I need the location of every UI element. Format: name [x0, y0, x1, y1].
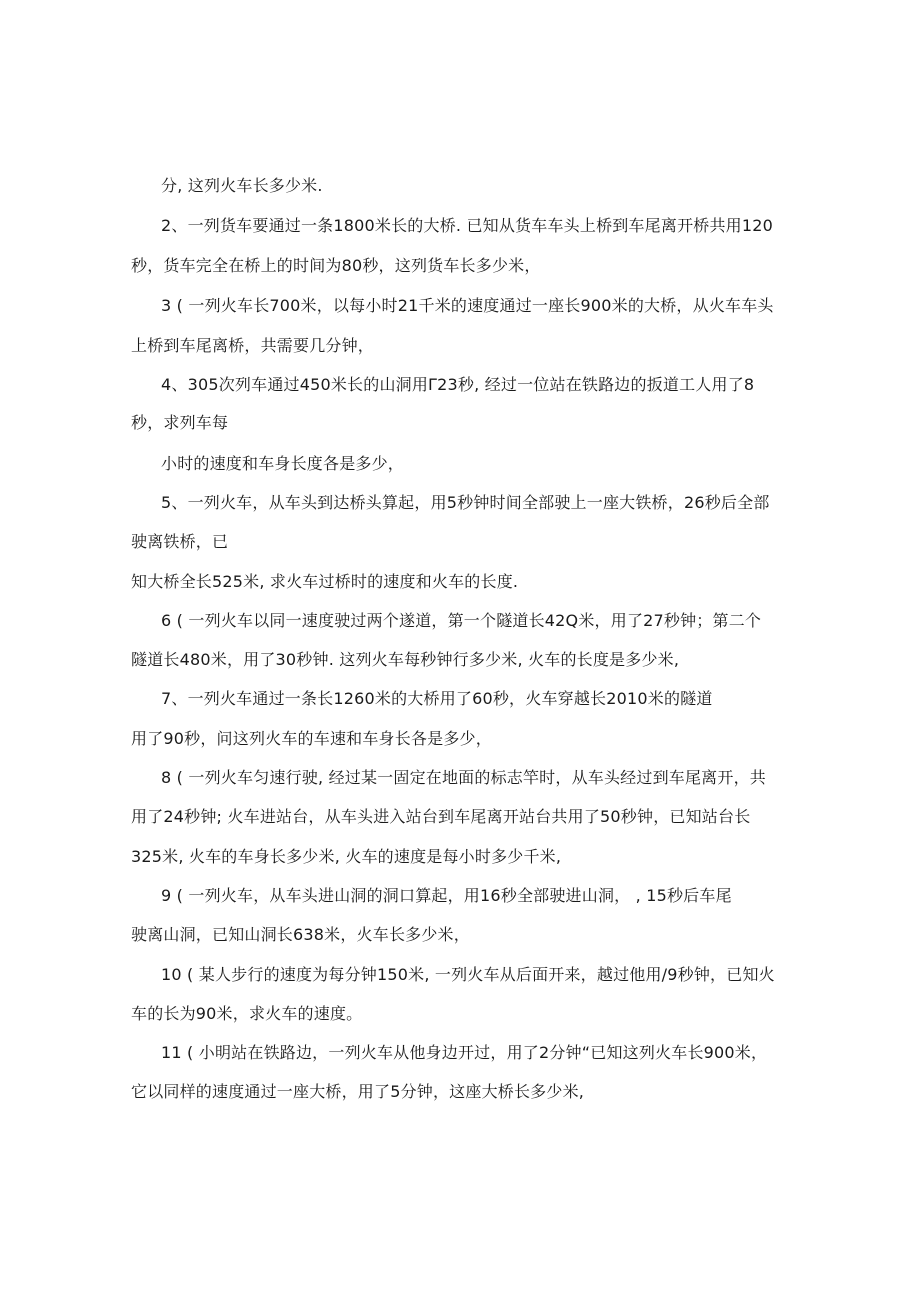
text-line-2: 2、一列货车要通过一条1800米长的大桥. 已知从货车车头上桥到车尾离开桥共用120 [161, 216, 774, 235]
text-line-5: 上桥到车尾离桥，共需要几分钟， [131, 336, 375, 355]
text-line-23: 11 ( 小明站在铁路边，一列火车从他身边开过，用了2分钟“已知这列火车长900米， [161, 1043, 768, 1062]
text-line-19: 9 ( 一列火车，从车头进山洞的洞口算起，用16秒全部驶进山洞， , 15秒后车尾 [161, 886, 732, 905]
text-line-13: 隧道长480米，用了30秒钟. 这列火车每秒钟行多少米, 火车的长度是多少米, [131, 650, 680, 669]
text-line-8: 小时的速度和车身长度各是多少， [161, 454, 405, 473]
text-line-10: 驶离铁桥，已 [131, 532, 229, 551]
text-line-11: 知大桥全长525米, 求火车过桥时的速度和火车的长度. [131, 572, 519, 591]
text-line-17: 用了24秒钟; 火车进站台，从车头进入站台到车尾离开站台共用了50秒钟，已知站台长 [131, 807, 751, 826]
text-line-12: 6 ( 一列火车以同一速度驶过两个遂道，第一个隧道长42Q米，用了27秒钟；第二个 [161, 611, 762, 630]
text-line-21: 10 ( 某人步行的速度为每分钟150米, 一列火车从后面开来，越过他用/9秒钟，已知火 [161, 965, 775, 984]
text-line-14: 7、一列火车通过一条长1260米的大桥用了60秒，火车穿越长2010米的隧道 [161, 689, 713, 708]
text-line-7: 秒，求列车每 [131, 413, 229, 432]
text-line-24: 它以同样的速度通过一座大桥，用了5分钟，这座大桥长多少米, [131, 1082, 585, 1101]
text-line-18: 325米, 火车的车身长多少米, 火车的速度是每小时多少千米, [131, 847, 562, 866]
text-line-9: 5、一列火车，从车头到达桥头算起，用5秒钟时间全部驶上一座大铁桥，26秒后全部 [161, 493, 770, 512]
text-line-22: 车的长为90米，求火车的速度。 [131, 1004, 363, 1023]
text-line-6: 4、305次列车通过450米长的山洞用Γ23秒, 经过一位站在铁路边的扳道工人用了8 [161, 375, 755, 394]
text-line-4: 3 ( 一列火车长700米，以每小时21千米的速度通过一座长900米的大桥，从火车车头 [161, 296, 774, 315]
text-line-20: 驶离山洞，已知山洞长638米，火车长多少米， [131, 925, 470, 944]
text-line-1: 分, 这列火车长多少米. [161, 176, 323, 195]
text-line-15: 用了90秒，问这列火车的车速和车身长各是多少， [131, 729, 492, 748]
text-line-3: 秒，货车完全在桥上的时间为80秒，这列货车长多少米， [131, 256, 541, 275]
text-line-16: 8 ( 一列火车匀速行驶, 经过某一固定在地面的标志竿时，从车头经过到车尾离开，共 [161, 768, 766, 787]
